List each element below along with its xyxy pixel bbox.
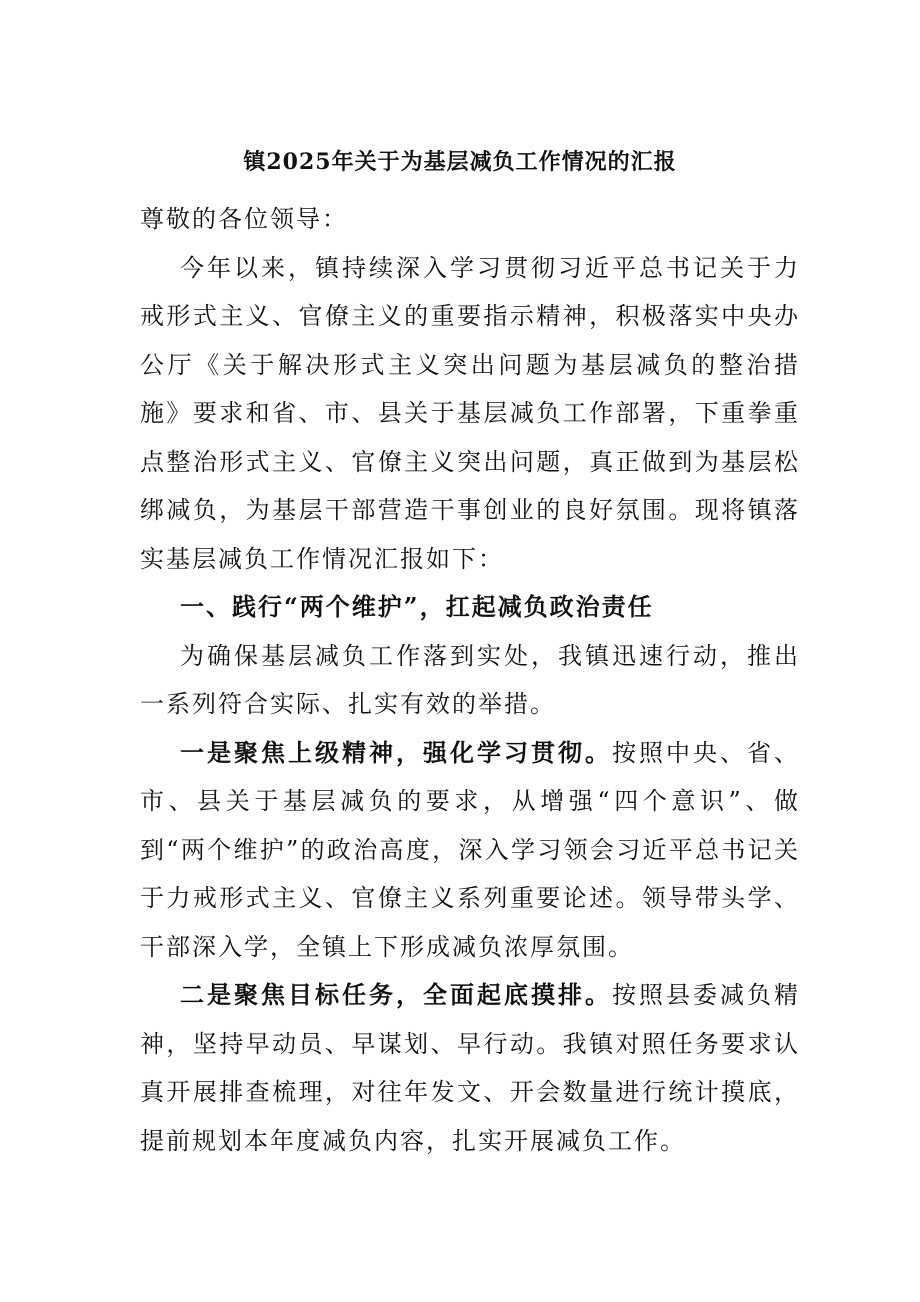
item-2-paragraph <box>140 971 800 1165</box>
intro-paragraph: 今年以来，镇持续深入学习贯彻习近平总书记关于力戒形式主义、官僚主义的重要指示精神，积极落实中央办公厅《关于解决形式主义突出问题为基层减负的整治措施》要求和省、市、县关于基层减负工作部署，下重拳重点整治形式主义、官僚主义突出问题，真正做到为基层松绑减负，为基层干部营造干事创业的良好氛围。现将镇落实基层减负工作情况汇报如下： <box>140 253 800 573</box>
section-1-intro: 为确保基层减负工作落到实处，我镇迅速行动，推出一系列符合实际、扎实有效的举措。 <box>140 641 800 718</box>
item-1-paragraph <box>140 729 800 972</box>
document-body <box>140 195 800 1165</box>
item-2-lead: 二是聚焦目标任务，全面起底摸排。 <box>180 980 612 1009</box>
item-1-body: 按照中央、省、市、县关于基层减负的要求，从增强“四个意识”、做到“两个维护”的政治高度，深入学习领会习近平总书记关于力戒形式主义、官僚主义系列重要论述。领导带头学、干部深入学，全镇上下形成减负浓厚氛围。 <box>140 738 800 961</box>
document-title: 镇2025年关于为基层减负工作情况的汇报 <box>243 149 677 175</box>
section-1-heading: 一、践行“两个维护”，扛起减负政治责任 <box>180 592 654 621</box>
salutation: 尊敬的各位领导： <box>140 205 348 233</box>
item-1-lead: 一是聚焦上级精神，强化学习贯彻。 <box>180 737 612 767</box>
item-2-body: 按照县委减负精神，坚持早动员、早谋划、早行动。我镇对照任务要求认真开展排查梳理，对往年发文、开会数量进行统计摸底，提前规划本年度减负内容，扎实开展减负工作。 <box>140 981 800 1155</box>
